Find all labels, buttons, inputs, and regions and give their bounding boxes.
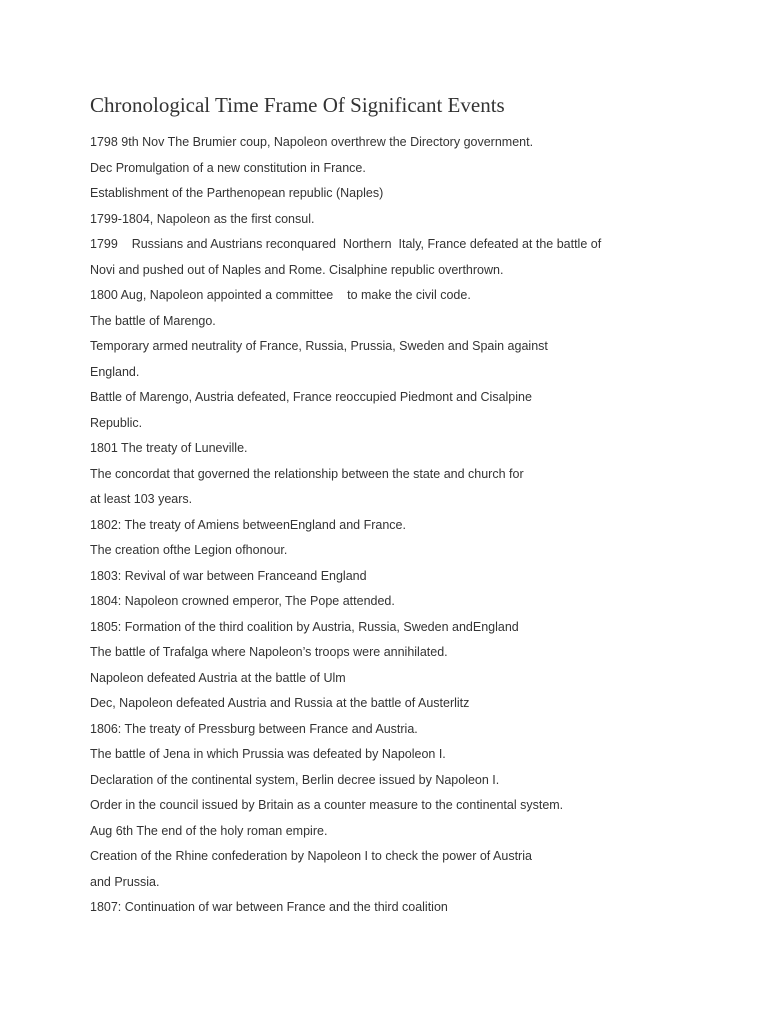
- event-line: The battle of Marengo.: [90, 313, 216, 328]
- event-line: Dec, Napoleon defeated Austria and Russia at the battle of Austerlitz: [90, 696, 470, 710]
- event-line: 1807: Continuation of war between France and the third coalition: [90, 900, 448, 914]
- event-line: Napoleon defeated Austria at the battle of Ulm: [90, 670, 346, 685]
- event-list: [90, 130, 750, 921]
- event-line: Dec Promulgation of a new constitution in France.: [90, 160, 366, 175]
- event-line: and Prussia.: [90, 874, 160, 889]
- event-line: The battle of Jena in which Prussia was defeated by Napoleon I.: [90, 747, 446, 761]
- event-line: 1798 9th Nov The Brumier coup, Napoleon overthrew the Directory government.: [90, 135, 534, 149]
- event-line: 1799-1804, Napoleon as the first consul.: [90, 211, 315, 226]
- event-line: Creation of the Rhine confederation by Napoleon I to check the power of Austria: [90, 849, 532, 863]
- event-line: The creation ofthe Legion ofhonour.: [90, 543, 288, 557]
- event-line: 1801 The treaty of Luneville.: [90, 441, 248, 455]
- event-line: Order in the council issued by Britain as a counter measure to the continental system.: [90, 798, 564, 812]
- document-title: Chronological Time Frame Of Significant Events: [90, 93, 505, 117]
- event-line: Novi and pushed out of Naples and Rome. Cisalphine republic overthrown.: [90, 262, 504, 277]
- event-line: Aug 6th The end of the holy roman empire.: [90, 823, 328, 838]
- event-line: 1799 Russians and Austrians reconquared Northern Italy, France defeated at the battle of: [90, 237, 602, 251]
- event-line: Declaration of the continental system, Berlin decree issued by Napoleon I.: [90, 772, 500, 787]
- event-line: 1803: Revival of war between Franceand England: [90, 568, 367, 583]
- event-line: Temporary armed neutrality of France, Russia, Prussia, Sweden and Spain against: [90, 339, 548, 353]
- event-line: 1802: The treaty of Amiens betweenEngland and France.: [90, 517, 406, 532]
- event-line: 1806: The treaty of Pressburg between France and Austria.: [90, 721, 418, 736]
- event-line: Republic.: [90, 415, 143, 430]
- event-line: Battle of Marengo, Austria defeated, France reoccupied Piedmont and Cisalpine: [90, 390, 532, 404]
- event-line: The battle of Trafalga where Napoleon’s troops were annihilated.: [90, 645, 448, 659]
- event-line: The concordat that governed the relationship between the state and church for: [90, 466, 524, 481]
- event-line: 1800 Aug, Napoleon appointed a committee to make the civil code.: [90, 288, 471, 302]
- event-line: 1805: Formation of the third coalition by Austria, Russia, Sweden andEngland: [90, 619, 519, 634]
- event-line: at least 103 years.: [90, 492, 193, 506]
- event-line: England.: [90, 364, 140, 379]
- event-line: Establishment of the Parthenopean republic (Naples): [90, 186, 384, 200]
- event-line: 1804: Napoleon crowned emperor, The Pope attended.: [90, 594, 395, 608]
